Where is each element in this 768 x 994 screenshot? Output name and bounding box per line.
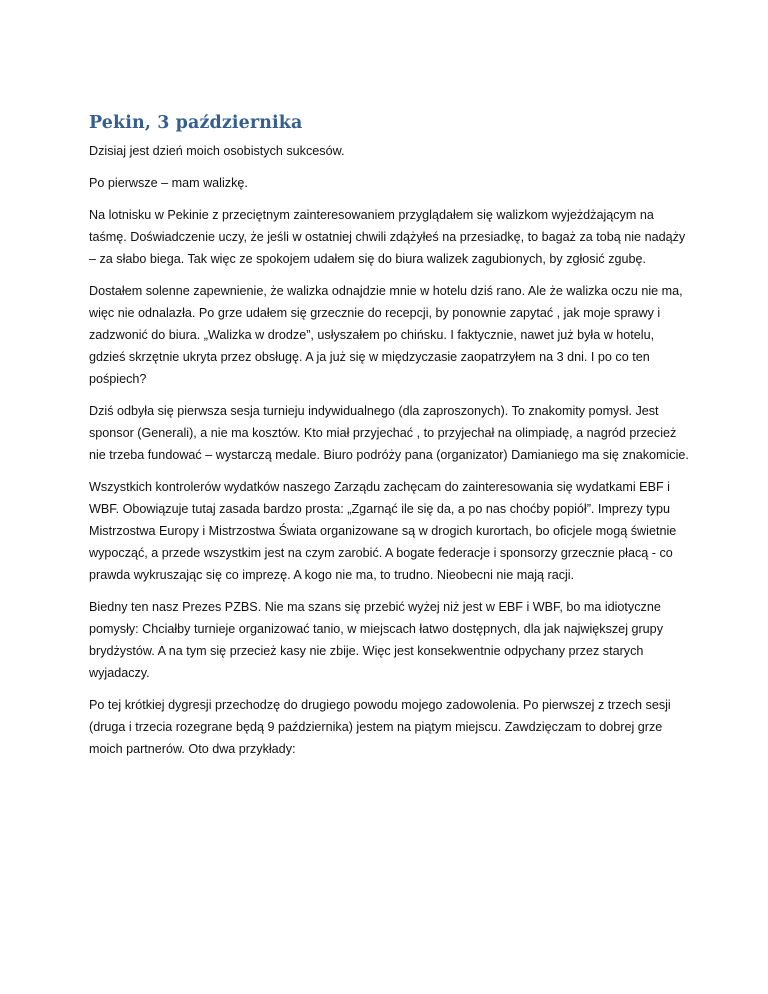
paragraph: Biedny ten nasz Prezes PZBS. Nie ma szans się przebić wyżej niż jest w EBF i WBF, bo ma idiotyczne pomysły: Chciałby turnieje organizować tanio, w miejscach łatwo dostępnych, dla jak największej grupy brydżystów. A na tym się przecież kasy nie zbije. Więc jest konsekwentnie odpychany przez starych wyjadaczy. (89, 600, 663, 680)
paragraph: Dziś odbyła się pierwsza sesja turnieju indywidualnego (dla zaproszonych). To znakomity pomysł. Jest sponsor (Generali), a nie ma kosztów. Kto miał przyjechać , to przyjechał na olimpiadę, a nagród przecież nie trzeba fundować – wystarczą medale. Biuro podróży pana (organizator) Damianiego ma się znakomicie. (89, 404, 689, 462)
paragraph: Po tej krótkiej dygresji przechodzę do drugiego powodu mojego zadowolenia. Po pierwszej z trzech sesji (druga i trzecia rozegrane będą 9 października) jestem na piątym miejscu. Zawdzięczam to dobrej grze moich partnerów. Oto dwa przykłady: (89, 698, 671, 756)
paragraph: Dostałem solenne zapewnienie, że walizka odnajdzie mnie w hotelu dziś rano. Ale że walizka oczu nie ma, więc nie odnalazła. Po grze udałem się grzecznie do recepcji, by ponownie zapytać , jak moje sprawy i zadzwonić do biura. „Walizka w drodze”, usłyszałem po chińsku. I faktycznie, nawet już była w hotelu, gdzieś skrzętnie ukryta przez obsługę. A ja już się w międzyczasie zaopatrzyłem na 3 dni. I po co ten pośpiech? (89, 284, 683, 386)
paragraph: Wszystkich kontrolerów wydatków naszego Zarządu zachęcam do zainteresowania się wydatkami EBF i WBF. Obowiązuje tutaj zasada bardzo prosta: „Zgarnąć ile się da, a po nas choćby popiół”. Imprezy typu Mistrzostwa Europy i Mistrzostwa Świata organizowane są w drogich kurortach, bo oficjele mogą świetnie wypocząć, a przede wszystkim jest na czym zarobić. A bogate federacje i sponsorzy grzecznie płacą - co prawda wykruszając się co imprezę. A kogo nie ma, to trudno. Nieobecni nie mają racji. (89, 480, 677, 582)
paragraph: Dzisiaj jest dzień moich osobistych sukcesów. (89, 144, 345, 158)
paragraph: Na lotnisku w Pekinie z przeciętnym zainteresowaniem przyglądałem się walizkom wyjeżdżającym na taśmę. Doświadczenie uczy, że jeśli w ostatniej chwili zdążyłeś na przesiadkę, to bagaż za tobą nie nadąży – za słabo biega. Tak więc ze spokojem udałem się do biura walizek zagubionych, by zgłosić zgubę. (89, 208, 686, 266)
document-body (89, 112, 689, 770)
paragraph: Po pierwsze – mam walizkę. (89, 176, 248, 190)
document-title: Pekin, 3 października (89, 113, 303, 133)
